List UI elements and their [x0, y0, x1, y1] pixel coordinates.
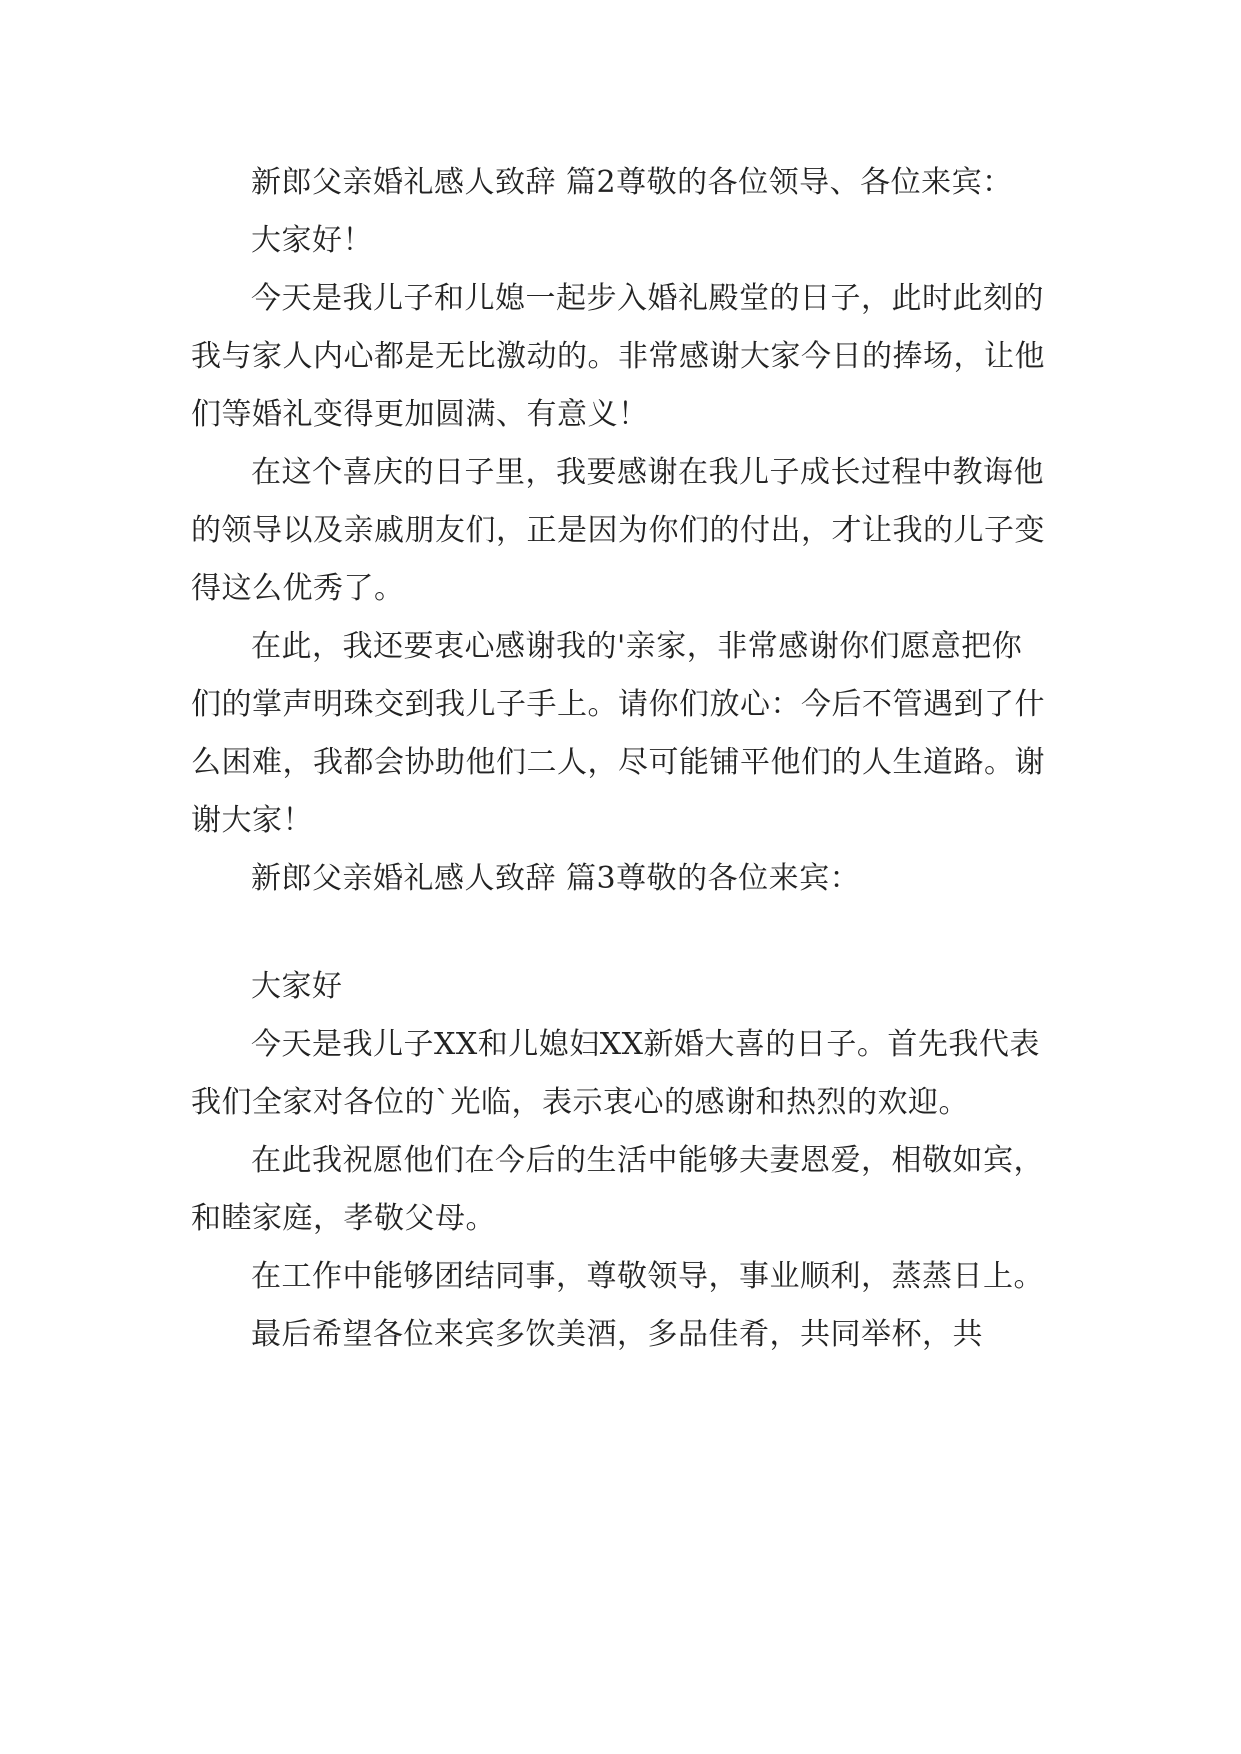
paragraph-thanks-in-laws: 在此，我还要衷心感谢我的'亲家，非常感谢你们愿意把你们的掌声明珠交到我儿子手上。请你们放心：今后不管遇到了什么困难，我都会协助他们二人，尽可能铺平他们的人生道路。谢谢大家！ [191, 629, 1045, 838]
paragraph-greeting: 大家好！ [251, 223, 373, 258]
paragraph-wedding-day: 今天是我儿子和儿媳一起步入婚礼殿堂的日子，此时此刻的我与家人内心都是无比激动的。非常感谢大家今日的捧场，让他们等婚礼变得更加圆满、有意义！ [191, 281, 1045, 432]
document-body [191, 154, 1049, 1364]
paragraph-closing: 最后希望各位来宾多饮美酒，多品佳肴，共同举杯，共 [251, 1317, 983, 1352]
paragraph-heading-part2: 新郎父亲婚礼感人致辞 篇2尊敬的各位领导、各位来宾： [251, 165, 1013, 200]
paragraph-welcome: 今天是我儿子XX和儿媳妇XX新婚大喜的日子。首先我代表我们全家对各位的`光临，表示衷心的感谢和热烈的欢迎。 [191, 1027, 1040, 1120]
paragraph-greeting-2: 大家好 [251, 969, 343, 1004]
paragraph-wishes-family: 在此我祝愿他们在今后的生活中能够夫妻恩爱，相敬如宾，和睦家庭，孝敬父母。 [191, 1143, 1044, 1236]
paragraph-thanks-elders: 在这个喜庆的日子里，我要感谢在我儿子成长过程中教诲他的领导以及亲戚朋友们，正是因为你们的付出，才让我的儿子变得这么优秀了。 [191, 455, 1045, 606]
paragraph-wishes-work: 在工作中能够团结同事，尊敬领导，事业顺利，蒸蒸日上。 [251, 1259, 1044, 1294]
paragraph-heading-part3: 新郎父亲婚礼感人致辞 篇3尊敬的各位来宾： [251, 861, 861, 896]
paragraph-spacer [191, 908, 1049, 958]
